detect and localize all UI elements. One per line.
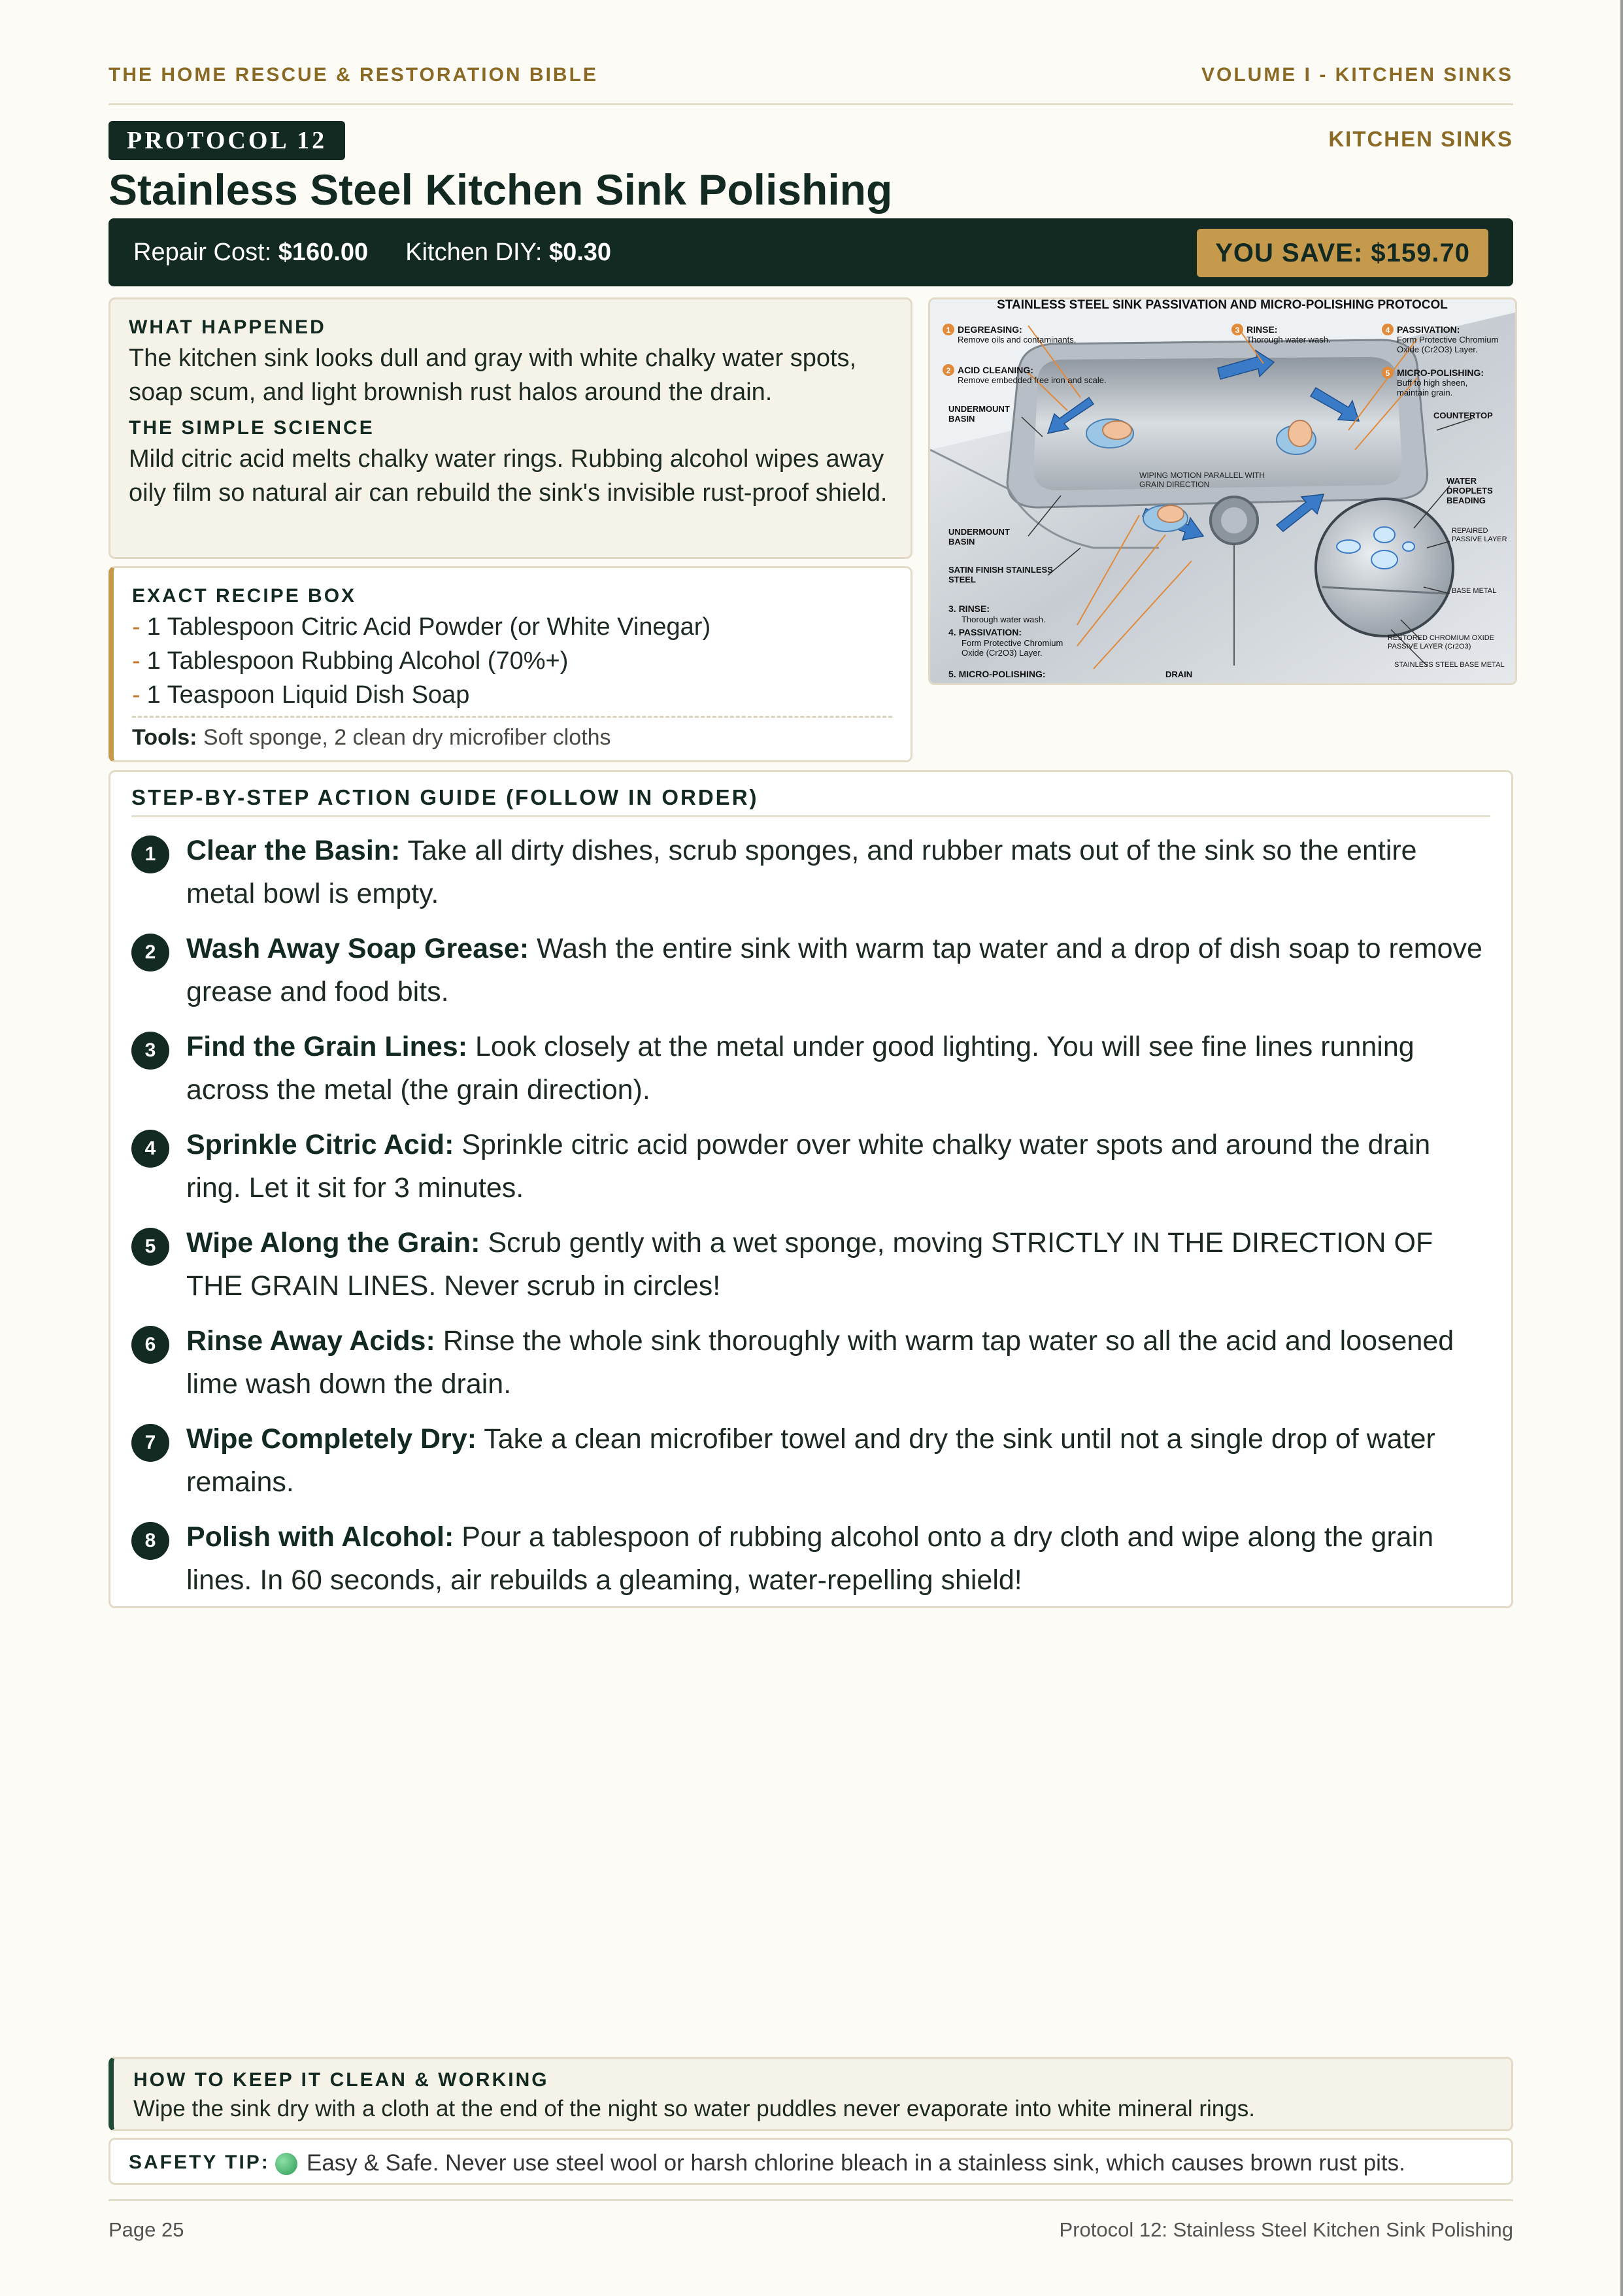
callout-number: 1: [946, 326, 951, 335]
savings-badge: YOU SAVE: $159.70: [1197, 229, 1488, 277]
page-footer: [109, 2199, 1513, 2241]
step-item: [131, 1319, 1490, 1406]
step-item: [131, 829, 1490, 915]
label-base-metal: BASE METAL: [1452, 587, 1497, 595]
step-number: 6: [131, 1326, 169, 1364]
step-text: Pour a tablespoon of rubbing alcohol onto a dry cloth and wipe along the grain lines. In 60 seconds, air rebuilds a gleaming, water-repelling shield!: [186, 1521, 1434, 1596]
step-number: 4: [131, 1130, 169, 1168]
step-text: Rinse the whole sink thoroughly with warm tap water so all the acid and loosened lime wash down the drain.: [186, 1325, 1454, 1400]
step-title: Sprinkle Citric Acid:: [186, 1129, 454, 1160]
safety-tip-label: SAFETY TIP:: [129, 2152, 270, 2173]
label-stainless-base: STAINLESS STEEL BASE METAL: [1394, 661, 1505, 669]
recipe-item: - 1 Tablespoon Citric Acid Powder (or White Vinegar): [132, 613, 711, 641]
step-text: Scrub gently with a wet sponge, moving STRICTLY IN THE DIRECTION OF THE GRAIN LINES. Never scrub in circles!: [186, 1227, 1433, 1302]
recipe-item: - 1 Tablespoon Rubbing Alcohol (70%+): [132, 647, 569, 675]
step-title: Polish with Alcohol:: [186, 1521, 454, 1553]
callout-number: 5: [1385, 369, 1390, 378]
cost-bar: [109, 218, 1513, 286]
step-item: [131, 1221, 1490, 1308]
safety-tip-card: [109, 2138, 1513, 2185]
label-drain: DRAIN: [1165, 669, 1193, 679]
step-item: [131, 1025, 1490, 1111]
repair-cost-label: Repair Cost:: [133, 239, 272, 266]
step-text: Take a clean microfiber towel and dry the sink until not a single drop of water remains.: [186, 1423, 1435, 1498]
step-item: [131, 1123, 1490, 1209]
callout-text: Buff to high sheen, maintain grain.: [1397, 378, 1468, 397]
callout-title: MICRO-POLISHING:: [1397, 367, 1484, 378]
maintenance-label: HOW TO KEEP IT CLEAN & WORKING: [133, 2069, 549, 2091]
callout-number: 4: [1385, 326, 1390, 335]
step-title: Find the Grain Lines:: [186, 1031, 468, 1062]
step-text: Look closely at the metal under good lighting. You will see fine lines running across the metal (the grain direction).: [186, 1031, 1414, 1106]
recipe-item: - 1 Teaspoon Liquid Dish Soap: [132, 681, 470, 709]
what-happened-text: The kitchen sink looks dull and gray with white chalky water spots, soap scum, and light brownish rust halos around the drain.: [129, 345, 857, 406]
step-title: Wash Away Soap Grease:: [186, 933, 529, 964]
book-title: THE HOME RESCUE & RESTORATION BIBLE: [109, 64, 598, 86]
repair-cost-value: $160.00: [278, 239, 369, 266]
page-title: Stainless Steel Kitchen Sink Polishing: [109, 165, 893, 214]
step-item: [131, 1417, 1490, 1504]
callout-text: Form Protective Chromium Oxide (Cr2O3) Layer.: [1397, 335, 1499, 354]
step-item: [131, 927, 1490, 1013]
legend-title: 5. MICRO-POLISHING:: [948, 669, 1046, 679]
step-text: Sprinkle citric acid powder over white chalky water spots and around the drain ring. Let it sit for 3 minutes.: [186, 1129, 1431, 1204]
page-number: Page 25: [109, 2218, 184, 2241]
legend-title: 3. RINSE:: [948, 603, 990, 614]
callout-title: DEGREASING:: [958, 324, 1022, 335]
callout-number: 2: [946, 366, 951, 375]
label-restored-layer: RESTORED CHROMIUM OXIDE PASSIVE LAYER (Cr2O3): [1388, 634, 1494, 650]
running-header: [109, 64, 1513, 105]
step-guide: [109, 770, 1513, 1608]
label-wiping-motion: WIPING MOTION PARALLEL WITH GRAIN DIRECTION: [1139, 471, 1265, 489]
legend-title: 4. PASSIVATION:: [948, 627, 1022, 637]
step-number: 3: [131, 1032, 169, 1070]
label-repaired-layer: REPAIRED PASSIVE LAYER: [1452, 527, 1507, 543]
recipe-list: [132, 610, 892, 712]
step-title: Rinse Away Acids:: [186, 1325, 435, 1357]
diy-cost-label: Kitchen DIY:: [405, 239, 543, 266]
what-happened-card: [109, 297, 912, 559]
callout-text: Remove embedded free iron and scale.: [958, 375, 1107, 385]
label-countertop: COUNTERTOP: [1433, 411, 1493, 420]
cost-summary: [133, 237, 611, 268]
protocol-badge: PROTOCOL 12: [109, 121, 345, 160]
callout-text: Thorough water wash.: [1247, 335, 1331, 345]
step-number: 2: [131, 934, 169, 971]
step-title: Wipe Completely Dry:: [186, 1423, 477, 1455]
legend-text: Form Protective Chromium Oxide (Cr2O3) Layer.: [962, 638, 1063, 658]
legend-text: Thorough water wash.: [962, 615, 1046, 624]
category-label: KITCHEN SINKS: [1328, 127, 1513, 151]
recipe-box: [109, 566, 912, 762]
callout-title: ACID CLEANING:: [958, 365, 1033, 375]
science-text: Mild citric acid melts chalky water rings. Rubbing alcohol wipes away oily film so natural air can rebuild the sink's invisible rust-proof shield.: [129, 445, 888, 507]
step-number: 5: [131, 1228, 169, 1266]
safety-tip-text: Easy & Safe. Never use steel wool or harsh chlorine bleach in a stainless sink, which causes brown rust pits.: [307, 2150, 1405, 2176]
document-page: [109, 0, 1513, 2296]
step-number: 1: [131, 836, 169, 873]
science-label: THE SIMPLE SCIENCE: [129, 417, 375, 439]
tools-line: [132, 716, 892, 752]
step-number: 7: [131, 1424, 169, 1462]
callout-title: RINSE:: [1247, 324, 1278, 335]
drain-icon: [1211, 497, 1258, 544]
step-guide-heading: STEP-BY-STEP ACTION GUIDE (FOLLOW IN ORDER): [131, 785, 1490, 817]
callout-title: PASSIVATION:: [1397, 324, 1460, 335]
step-title: Clear the Basin:: [186, 835, 401, 866]
green-dot-icon: [275, 2153, 297, 2175]
figure-title: STAINLESS STEEL SINK PASSIVATION AND MICRO-POLISHING PROTOCOL: [997, 299, 1448, 312]
label-water-droplets: WATER DROPLETS BEADING: [1447, 476, 1493, 505]
diy-cost-value: $0.30: [548, 239, 612, 266]
magnified-surface-inset: [1316, 499, 1453, 636]
step-number: 8: [131, 1522, 169, 1560]
callout-text: Remove oils and contaminants.: [958, 335, 1077, 345]
step-text: Wash the entire sink with warm tap water and a drop of dish soap to remove grease and food bits.: [186, 933, 1482, 1007]
label-undermount-basin: UNDERMOUNT BASIN: [948, 404, 1010, 424]
label-satin-finish: SATIN FINISH STAINLESS STEEL: [948, 565, 1053, 584]
what-happened-label: WHAT HAPPENED: [129, 316, 326, 338]
callout-number: 3: [1235, 326, 1240, 335]
maintenance-card: [109, 2057, 1513, 2131]
volume-label: VOLUME I - KITCHEN SINKS: [1201, 64, 1513, 86]
tools-label: Tools:: [132, 725, 197, 750]
page-edge: [1620, 0, 1623, 2296]
step-title: Wipe Along the Grain:: [186, 1227, 480, 1258]
recipe-label: EXACT RECIPE BOX: [132, 585, 357, 607]
step-item: [131, 1515, 1490, 1602]
tools-text: Soft sponge, 2 clean dry microfiber cloths: [203, 725, 611, 750]
label-undermount-basin: UNDERMOUNT BASIN: [948, 527, 1010, 547]
sink-illustration: [928, 297, 1517, 685]
step-text: Take all dirty dishes, scrub sponges, and rubber mats out of the sink so the entire metal bowl is empty.: [186, 835, 1417, 909]
footer-caption: Protocol 12: Stainless Steel Kitchen Sink Polishing: [1059, 2218, 1513, 2241]
maintenance-text: Wipe the sink dry with a cloth at the end of the night so water puddles never evaporate into white mineral rings.: [133, 2096, 1255, 2121]
